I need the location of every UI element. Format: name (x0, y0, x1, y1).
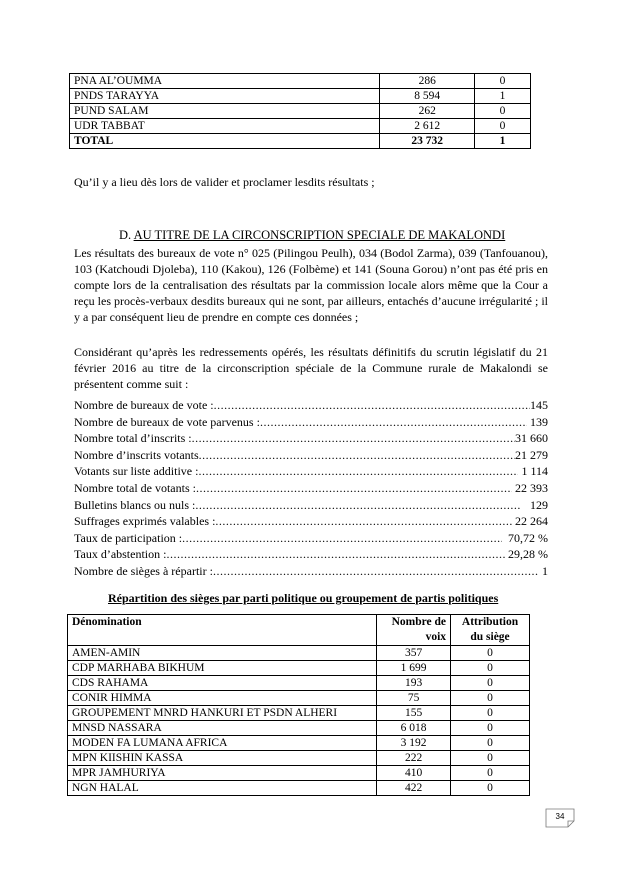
party-name-cell: PNDS TARAYYA (70, 89, 380, 104)
stat-row (74, 513, 548, 530)
stat-value: 145 (530, 398, 548, 412)
total-votes-cell: 23 732 (380, 134, 475, 149)
total-row (70, 134, 531, 149)
stat-label: Bulletins blancs ou nuls : (74, 497, 196, 512)
repartition-title: Répartition des sièges par parti politique ou groupement de partis politiques (108, 591, 499, 605)
table-row (68, 676, 530, 691)
votes-cell: 155 (377, 706, 451, 721)
stat-row (74, 530, 548, 547)
stat-row (74, 480, 548, 497)
party-name-cell: MODEN FA LUMANA AFRICA (68, 736, 377, 751)
header-denomination: Dénomination (68, 615, 377, 646)
votes-cell: 8 594 (380, 89, 475, 104)
votes-cell: 3 192 (377, 736, 451, 751)
table-row (68, 766, 530, 781)
votes-cell: 422 (377, 781, 451, 796)
votes-cell: 75 (377, 691, 451, 706)
table-row (68, 736, 530, 751)
table-row (70, 119, 531, 134)
seats-cell: 0 (451, 781, 530, 796)
stat-value: 70,72 % (502, 530, 548, 545)
stat-value: 21 279 (515, 447, 548, 462)
results-table-top (69, 73, 531, 149)
party-name-cell: UDR TABBAT (70, 119, 380, 134)
party-name-cell: PNA AL’OUMMA (70, 74, 380, 89)
stat-value: 29,28 % (505, 547, 548, 562)
seat-distribution-body (68, 615, 530, 796)
stat-value: 22 393 (512, 480, 548, 495)
stat-row (74, 546, 548, 563)
stat-row (74, 463, 548, 480)
results-table-top-body (70, 74, 531, 149)
dot-leader (166, 546, 505, 563)
table-row (68, 646, 530, 661)
stat-value: 129 (521, 497, 548, 512)
seats-cell: 1 (475, 89, 531, 104)
votes-cell: 6 018 (377, 721, 451, 736)
seats-cell: 0 (475, 119, 531, 134)
stat-row (74, 497, 548, 514)
table-row (68, 661, 530, 676)
total-seats-cell: 1 (475, 134, 531, 149)
stat-value: 1 (539, 563, 548, 578)
votes-cell: 193 (377, 676, 451, 691)
section-title: AU TITRE DE LA CIRCONSCRIPTION SPECIALE DE MAKALONDI (133, 228, 506, 242)
stat-label: Taux d’abstention : (74, 547, 167, 562)
stat-row (74, 430, 548, 447)
stat-value: 31 660 (515, 431, 548, 446)
stat-label: Nombre total d’inscrits : (74, 431, 192, 446)
stat-label: Votants sur liste additive : (74, 464, 199, 479)
section-heading (119, 227, 505, 243)
stat-label: Nombre de bureaux de vote : (74, 398, 214, 412)
stat-label: Taux de participation : (74, 530, 183, 545)
stat-label: Nombre de sièges à répartir : (74, 563, 213, 578)
stat-label: Nombre total de votants : (74, 480, 196, 495)
header-seats: Attribution du siège (451, 615, 530, 646)
table-row (70, 74, 531, 89)
seats-cell: 0 (451, 706, 530, 721)
party-name-cell: MPN KIISHIN KASSA (68, 751, 377, 766)
votes-cell: 410 (377, 766, 451, 781)
stat-row (74, 447, 548, 464)
results-paragraph: Les résultats des bureaux de vote n° 025 (Pilingou Peulh), 034 (Bodol Zarma), 039 (Tanfouanou), 103 (Katchoudi Djoleba), 110 (Kakou), 126 (Folbème) et 141 (Souna Gorou) n’ont pas été pris en compte lors de la centralisation des résultats par la commission locale alors même que la Cour a reçu les procès-verbaux desdits bureaux qui ne sont, par ailleurs, entachés d’aucune irrégularité ; il y a par conséquent lieu de prendre en compte ces données ; (74, 246, 548, 324)
votes-cell: 357 (377, 646, 451, 661)
dot-leader (213, 563, 539, 580)
dot-leader (182, 530, 502, 547)
dot-leader (198, 463, 518, 480)
seats-cell: 0 (451, 736, 530, 751)
table-row (68, 721, 530, 736)
stat-row (74, 397, 548, 414)
party-name-cell: AMEN-AMIN (68, 646, 377, 661)
table-row (70, 104, 531, 119)
party-name-cell: CONIR HIMMA (68, 691, 377, 706)
page-number-badge (545, 808, 575, 828)
dot-leader (196, 480, 512, 497)
votes-cell: 1 699 (377, 661, 451, 676)
table-row (68, 781, 530, 796)
table-header-row (68, 615, 530, 646)
table-row (68, 691, 530, 706)
party-name-cell: MPR JAMHURIYA (68, 766, 377, 781)
dot-leader (195, 497, 521, 514)
statistics-list (74, 397, 548, 580)
seats-cell: 0 (451, 691, 530, 706)
stat-value: 139 (527, 414, 548, 429)
page-number: 34 (555, 812, 565, 821)
stat-value: 1 114 (518, 464, 548, 479)
party-name-cell: NGN HALAL (68, 781, 377, 796)
seats-cell: 0 (451, 676, 530, 691)
section-prefix: D. (119, 228, 134, 242)
total-label-cell: TOTAL (70, 134, 380, 149)
seats-cell: 0 (451, 751, 530, 766)
dot-leader (215, 513, 512, 530)
seats-cell: 0 (451, 721, 530, 736)
stat-label: Nombre de bureaux de vote parvenus : (74, 414, 260, 429)
seats-cell: 0 (451, 661, 530, 676)
header-votes: Nombre de voix (377, 615, 451, 646)
proclaim-paragraph: Qu’il y a lieu dès lors de valider et proclamer lesdits résultats ; (74, 175, 375, 189)
stat-row (74, 414, 548, 431)
dot-leader (214, 397, 530, 414)
table-row (68, 706, 530, 721)
seats-cell: 0 (475, 74, 531, 89)
party-name-cell: CDP MARHABA BIKHUM (68, 661, 377, 676)
stat-row (74, 563, 548, 580)
party-name-cell: MNSD NASSARA (68, 721, 377, 736)
dot-leader (260, 414, 527, 431)
votes-cell: 262 (380, 104, 475, 119)
table-row (70, 89, 531, 104)
considering-paragraph: Considérant qu’après les redressements opérés, les résultats définitifs du scrutin législatif du 21 février 2016 au titre de la circonscription spéciale de la Commune rurale de Makalondi se présentent comme suit : (74, 345, 548, 391)
party-name-cell: PUND SALAM (70, 104, 380, 119)
dot-leader (199, 447, 515, 464)
party-name-cell: GROUPEMENT MNRD HANKURI ET PSDN ALHERI (68, 706, 377, 721)
stat-value: 22 264 (512, 514, 548, 529)
seats-cell: 0 (451, 766, 530, 781)
votes-cell: 286 (380, 74, 475, 89)
votes-cell: 222 (377, 751, 451, 766)
stat-label: Nombre d’inscrits votants (74, 447, 199, 462)
stat-label: Suffrages exprimés valables : (74, 514, 216, 529)
votes-cell: 2 612 (380, 119, 475, 134)
dot-leader (192, 430, 515, 447)
table-row (68, 751, 530, 766)
seats-cell: 0 (451, 646, 530, 661)
seats-cell: 0 (475, 104, 531, 119)
seat-distribution-table (67, 614, 530, 796)
party-name-cell: CDS RAHAMA (68, 676, 377, 691)
